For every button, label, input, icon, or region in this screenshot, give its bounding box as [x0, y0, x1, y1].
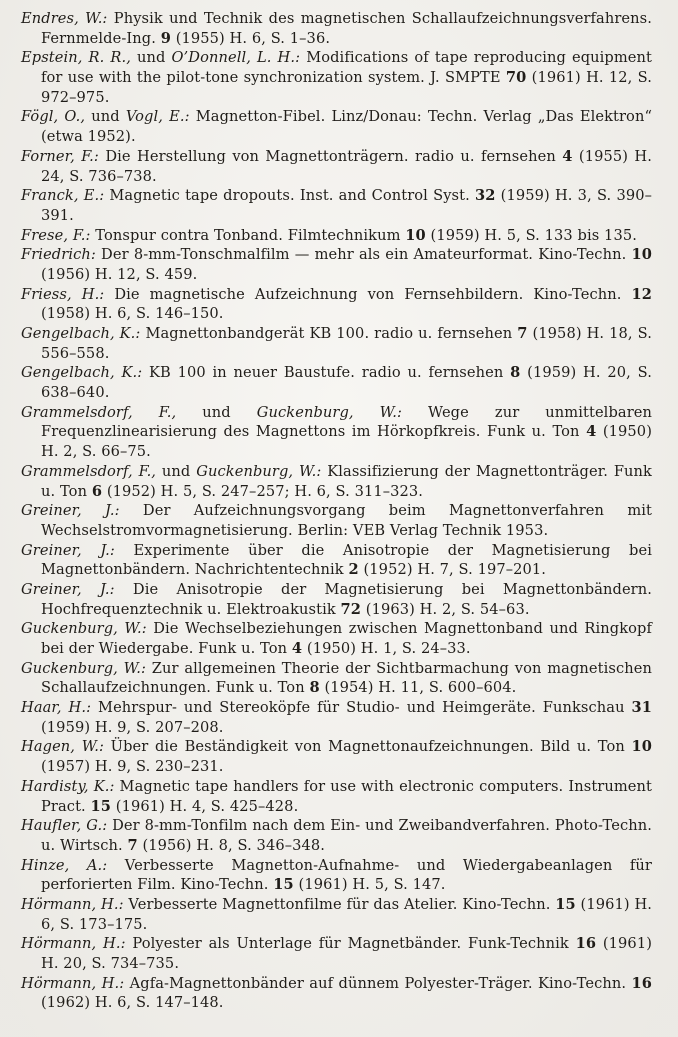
author-name: Hörmann, H.: [21, 895, 124, 913]
reference-text: Der Aufzeichnungsvorgang beim Magnettonverfahren mit Wechselstromvormagnetisierung. Berlin: VEB Verlag Technik 1953. [41, 502, 652, 539]
reference-text: Magnettonbandgerät KB 100. radio u. fernsehen [140, 325, 518, 342]
reference-entry [21, 48, 652, 107]
author-name: Grammelsdorf, F., [21, 403, 177, 421]
reference-entry [21, 698, 652, 737]
author-name: Franck, E.: [21, 187, 105, 205]
reference-text: (1962) H. 6, S. 147–148. [41, 994, 224, 1012]
volume-number: 2 [348, 561, 359, 579]
volume-number: 70 [505, 69, 527, 87]
author-name: Hörmann, H.: [21, 935, 126, 953]
reference-text: (1959) H. 20, S. 638–640. [41, 364, 652, 402]
reference-text: Polyester als Unterlage für Magnetbänder. Funk-Technik [125, 935, 576, 953]
reference-text: (1959) H. 5, S. 133 bis 135. [425, 226, 637, 244]
author-name: Guckenburg, W.: [256, 403, 402, 421]
reference-entry [21, 245, 652, 284]
reference-entry [21, 659, 652, 698]
reference-entry [21, 737, 652, 776]
reference-text: Physik und Technik des magnetischen Schallaufzeichnungsverfahrens. Fernmelde-Ing. [41, 10, 652, 47]
reference-text: (1961) H. 5, S. 147. [293, 876, 446, 894]
author-name: Hardisty, K.: [21, 777, 115, 795]
reference-text: Experimente über die Anisotropie der Magnetisierung bei Magnettonbändern. Nachrichtentechnik [41, 541, 652, 579]
author-name: Gengelbach, K.: [21, 364, 143, 382]
volume-number: 10 [631, 738, 652, 756]
reference-text: Die Wechselbeziehungen zwischen Magnettonband und Ringkopf bei der Wiedergabe. Funk u. Ton [41, 620, 652, 657]
reference-text: Der 8-mm-Tonfilm nach dem Ein- und Zweibandverfahren. Photo-Techn. u. Wirtsch. [41, 817, 652, 854]
author-name: Forner, F.: [21, 147, 99, 165]
reference-entry [21, 462, 652, 501]
reference-text: Mehrspur- und Stereoköpfe für Studio- und Heimgeräte. Funkschau [91, 699, 632, 717]
reference-text: Die Herstellung von Magnettonträgern. radio u. fernsehen [98, 147, 563, 165]
reference-text: (1956) H. 12, S. 459. [41, 265, 198, 283]
reference-text: Zur allgemeinen Theorie der Sichtbarmachung von magnetischen Schallaufzeichnungen. Funk u. Ton [41, 659, 652, 697]
reference-entry [21, 186, 652, 225]
reference-text: (1961) H. 4, S. 425–428. [111, 797, 299, 815]
reference-text: Wege zur unmittelbaren Frequenzlinearisierung des Magnettons im Hörkopfkreis. Funk u. Ton [41, 403, 653, 441]
author-name: O’Donnell, L. H.: [171, 49, 301, 67]
reference-text: Agfa-Magnettonbänder auf dünnem Polyester-Träger. Kino-Techn. [124, 974, 632, 992]
reference-text: (1952) H. 5, S. 247–257; H. 6, S. 311–323. [102, 482, 424, 500]
reference-entry [21, 363, 652, 402]
volume-number: 15 [273, 876, 294, 894]
author-name: Greiner, J.: [21, 541, 115, 559]
volume-number: 16 [631, 974, 652, 992]
volume-number: 10 [405, 226, 426, 244]
author-name: Haufler, G.: [21, 817, 108, 835]
author-name: Greiner, J.: [21, 580, 115, 598]
reference-entry [21, 895, 652, 934]
volume-number: 8 [510, 364, 521, 382]
volume-number: 32 [475, 187, 496, 205]
reference-entry [21, 324, 652, 363]
reference-text: (1959) H. 3, S. 390–391. [41, 187, 652, 224]
reference-text: (1955) H. 6, S. 1–36. [170, 29, 331, 47]
reference-text: (1961) H. 20, S. 734–735. [41, 935, 652, 972]
author-name: Hagen, W.: [21, 738, 105, 756]
reference-text: (1958) H. 18, S. 556–558. [41, 325, 652, 362]
reference-text: (1961) H. 12, S. 972–975. [41, 69, 652, 106]
author-name: Endres, W.: [21, 10, 108, 27]
reference-text: (1954) H. 11, S. 600–604. [319, 679, 517, 697]
volume-number: 72 [340, 600, 362, 618]
reference-text: und [176, 403, 257, 421]
volume-number: 6 [91, 482, 103, 500]
reference-text: (1959) H. 9, S. 207–208. [41, 718, 224, 736]
volume-number: 4 [291, 640, 303, 657]
reference-entry [21, 403, 652, 462]
reference-text: Die Anisotropie der Magnetisierung bei Magnettonbändern. Hochfrequenztechnik u. Elektroakustik [41, 580, 652, 618]
reference-list [21, 9, 652, 1013]
author-name: Friess, H.: [21, 285, 105, 303]
reference-text: (1955) H. 24, S. 736–738. [41, 147, 652, 185]
volume-number: 16 [575, 935, 597, 953]
reference-text: (1950) H. 1, S. 24–33. [302, 640, 471, 657]
reference-entry [21, 9, 652, 48]
author-name: Frese, F.: [21, 226, 91, 244]
volume-number: 31 [631, 699, 652, 717]
author-name: Haar, H.: [21, 699, 92, 717]
reference-text: Tonspur contra Tonband. Filmtechnikum [90, 226, 406, 244]
author-name: Guckenburg, W.: [21, 659, 146, 677]
reference-text: (1961) H. 6, S. 173–175. [41, 895, 653, 933]
reference-entry [21, 619, 652, 658]
reference-text: Über die Beständigkeit von Magnettonaufzeichnungen. Bild u. Ton [104, 738, 632, 756]
reference-text: Modifications of tape reproducing equipment for use with the pilot-tone synchronization system. J. SMPTE [41, 49, 652, 87]
reference-text: und [130, 49, 172, 67]
reference-text: Verbesserte Magnettonfilme für das Atelier. Kino-Techn. [123, 895, 556, 913]
volume-number: 8 [309, 679, 320, 697]
author-name: Guckenburg, W.: [196, 462, 322, 480]
author-name: Epstein, R. R., [21, 49, 131, 67]
reference-text: und [85, 108, 126, 126]
reference-text: Der 8-mm-Tonschmalfilm — mehr als ein Amateurformat. Kino-Techn. [95, 246, 632, 264]
reference-entry [21, 285, 652, 324]
reference-text: (1957) H. 9, S. 230–231. [41, 758, 224, 776]
author-name: Greiner, J.: [21, 502, 120, 520]
volume-number: 7 [127, 836, 138, 854]
reference-text: (1956) H. 8, S. 346–348. [137, 836, 326, 854]
reference-text: Die magnetische Aufzeichnung von Fernsehbildern. Kino-Techn. [104, 285, 632, 303]
reference-entry [21, 107, 652, 146]
reference-entry [21, 226, 652, 246]
volume-number: 10 [631, 246, 652, 264]
reference-entry [21, 501, 652, 540]
reference-text: Magnetic tape dropouts. Inst. and Control Syst. [104, 187, 475, 205]
author-name: Grammelsdorf, F., [21, 462, 157, 480]
reference-entry [21, 147, 652, 186]
reference-text: (1952) H. 7, S. 197–201. [358, 561, 547, 579]
volume-number: 4 [562, 147, 573, 165]
reference-entry [21, 856, 652, 895]
author-name: Vogl, E.: [125, 108, 190, 126]
reference-text: Verbesserte Magnetton-Aufnahme- und Wiedergabeanlagen für perforierten Film. Kino-Techn. [41, 856, 652, 894]
author-name: Friedrich: [21, 246, 96, 264]
reference-text: Klassifizierung der Magnettonträger. Funk u. Ton [41, 462, 652, 500]
author-name: Gengelbach, K.: [21, 325, 141, 342]
reference-text: (1963) H. 2, S. 54–63. [361, 600, 530, 618]
reference-text: und [156, 462, 197, 480]
volume-number: 12 [631, 285, 653, 303]
reference-text: (1950) H. 2, S. 66–75. [41, 423, 652, 461]
author-name: Hinze, A.: [21, 856, 108, 874]
reference-entry [21, 580, 652, 619]
reference-entry [21, 541, 652, 580]
reference-text: Magnetic tape handlers for use with electronic computers. Instrument Pract. [41, 777, 653, 815]
author-name: Fögl, O., [21, 108, 86, 126]
volume-number: 15 [90, 797, 112, 815]
volume-number: 4 [586, 423, 597, 441]
reference-entry [21, 816, 652, 855]
reference-entry [21, 777, 652, 816]
volume-number: 15 [555, 895, 576, 913]
reference-text: Magnetton-Fibel. Linz/Donau: Techn. Verlag „Das Elektron“ (etwa 1952). [41, 108, 653, 146]
reference-text: (1958) H. 6, S. 146–150. [41, 305, 224, 323]
volume-number: 7 [517, 325, 528, 342]
volume-number: 9 [160, 29, 171, 47]
author-name: Hörmann, H.: [21, 974, 125, 992]
reference-text: KB 100 in neuer Baustufe. radio u. fernsehen [142, 364, 511, 382]
reference-entry [21, 974, 652, 1013]
author-name: Guckenburg, W.: [21, 620, 147, 638]
reference-entry [21, 934, 652, 973]
